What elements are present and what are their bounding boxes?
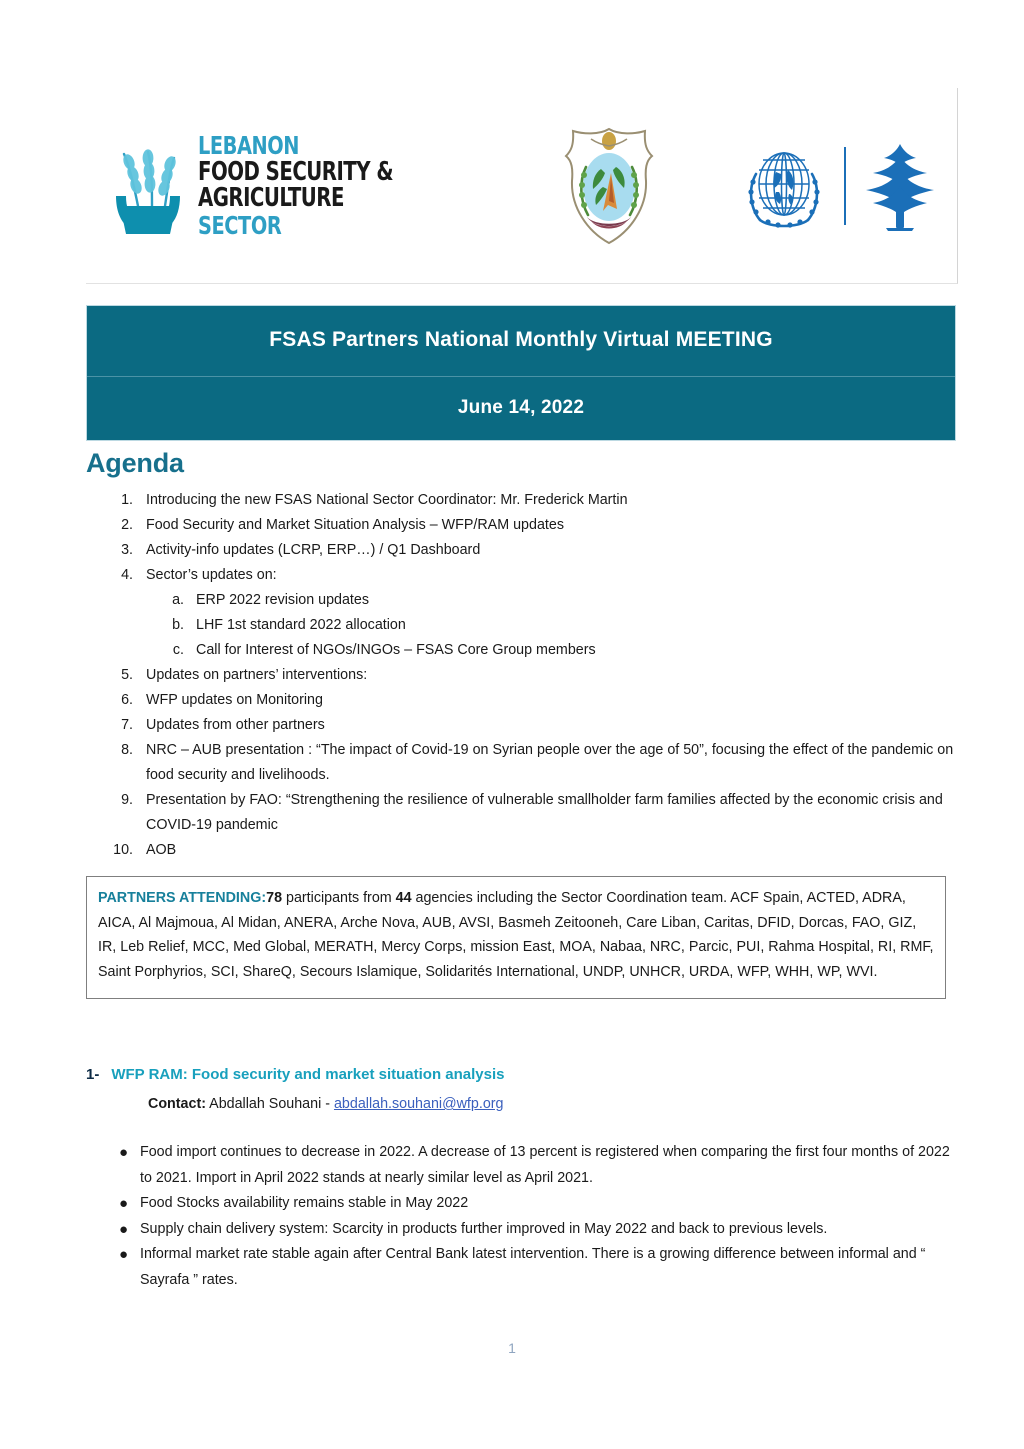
- agenda-item-number: 3.: [121, 542, 133, 558]
- agenda-subitem-text: ERP 2022 revision updates: [196, 592, 370, 608]
- partners-tail-text: agencies including the Sector Coordination team.: [411, 890, 728, 906]
- agenda-item-text: WFP updates on Monitoring: [146, 692, 323, 708]
- un-emblem-icon: [738, 140, 830, 232]
- agenda-subitem-number: b.: [172, 617, 184, 633]
- agenda-item-text: Updates on partners’ interventions:: [146, 667, 368, 683]
- agenda-subitem: [164, 588, 964, 613]
- agenda-item: [104, 513, 964, 538]
- un-lebanon-logo-group: [738, 140, 940, 232]
- bullet-dot-icon: ●: [119, 1195, 129, 1212]
- agenda-item: [104, 713, 964, 738]
- meeting-title-banner: [86, 305, 956, 441]
- wheat-bowl-icon: [108, 134, 188, 238]
- header-logo-band: [86, 88, 958, 284]
- lebanon-cedar-icon: [860, 140, 940, 232]
- bullet-text: Supply chain delivery system: Scarcity in products further improved in May 2022 and back to previous levels.: [140, 1220, 828, 1237]
- fsas-wordmark: [198, 133, 497, 238]
- agenda-subitem-number: c.: [172, 642, 184, 658]
- bullet-dot-icon: ●: [119, 1220, 129, 1238]
- bullet-text: Food import continues to decrease in 2022. A decrease of 13 percent is registered when comparing the first four months of 2022 to 2021. Import in April 2022 stands at nearly similar level as April 2021.: [140, 1144, 950, 1186]
- agenda-item-number: 4.: [121, 567, 133, 583]
- agenda-subitem-list: [164, 588, 964, 663]
- agenda-item-text: Food Security and Market Situation Analysis – WFP/RAM updates: [146, 517, 564, 533]
- fsas-wordmark-line-1: LEBANON: [198, 131, 300, 160]
- bullet-dot-icon: ●: [119, 1144, 129, 1161]
- bullet-item: [104, 1242, 959, 1293]
- agenda-item: [104, 563, 964, 588]
- bullet-item: [104, 1217, 959, 1243]
- agenda-item-number: 10.: [113, 842, 133, 858]
- agenda-item-number: 5.: [121, 667, 133, 683]
- bullet-item: [104, 1191, 959, 1217]
- agenda-item: [104, 538, 964, 563]
- agenda-item-text: Sector’s updates on:: [146, 567, 277, 583]
- agenda-item: [104, 738, 964, 788]
- partners-mid-text: participants from: [282, 890, 396, 906]
- agenda-item: [104, 838, 964, 863]
- agenda-item: [104, 788, 964, 838]
- agenda-item-number: 9.: [121, 792, 133, 808]
- partners-agency-list: ACF Spain, ACTED, ADRA, AICA, Al Majmoua, Al Midan, ANERA, Arche Nova, AUB, AVSI, Basmeh Zeitooneh, Care Liban, Caritas, DFID, Dorcas, FAO, GIZ, IR, Leb Relief, MCC, Med Global, MERATH, Mercy Corps, mission East, MOA, Nabaa, NRC, Parcic, PUI, Rahma Hospital, RI, RMF, Saint Porphyrios, SCI, ShareQ, Secours Islamique, Solidarités International, UNDP, UNHCR, URDA, WFP, WHH, WP, WVI.: [98, 890, 934, 980]
- bullet-dot-icon: ●: [119, 1246, 129, 1263]
- agenda-item-text: Activity-info updates (LCRP, ERP…) / Q1 Dashboard: [146, 542, 481, 558]
- contact-label: Contact:: [148, 1096, 206, 1112]
- meeting-title: FSAS Partners National Monthly Virtual MEETING: [87, 306, 955, 377]
- agenda-item-number: 1.: [121, 492, 133, 508]
- agenda-item-text: Introducing the new FSAS National Sector Coordinator: Mr. Frederick Martin: [146, 492, 628, 508]
- partners-attending-label: PARTNERS ATTENDING:: [98, 890, 267, 906]
- fsas-wordmark-line-2: FOOD SECURITY & AGRICULTURE: [198, 157, 394, 213]
- agenda-subitem-text: Call for Interest of NGOs/INGOs – FSAS Core Group members: [196, 642, 596, 658]
- fsas-wordmark-line-3: SECTOR: [198, 211, 282, 240]
- agenda-item-text: AOB: [146, 842, 177, 858]
- page-number: 1: [508, 1340, 516, 1356]
- agenda-heading: Agenda: [86, 448, 184, 478]
- partners-agencies-count: 44: [395, 890, 412, 906]
- ministry-of-agriculture-emblem-icon: [561, 125, 657, 247]
- agenda-subitem-number: a.: [172, 592, 184, 608]
- section-1-title: WFP RAM: Food security and market situation analysis: [111, 1066, 505, 1083]
- bullet-text: Informal market rate stable again after Central Bank latest intervention. There is a growing difference between informal and “ Sayrafa ” rates.: [140, 1246, 926, 1288]
- agenda-subitem-text: LHF 1st standard 2022 allocation: [196, 617, 406, 633]
- agenda-item-number: 7.: [121, 717, 133, 733]
- section-1-contact-line: [148, 1096, 503, 1112]
- bullet-item: [104, 1140, 959, 1191]
- agenda-item-number: 6.: [121, 692, 133, 708]
- contact-name: Abdallah Souhani -: [205, 1096, 334, 1112]
- contact-email-link[interactable]: abdallah.souhani@wfp.org: [333, 1096, 504, 1112]
- agenda-item-number: 2.: [121, 517, 133, 533]
- logo-divider: [844, 147, 846, 225]
- meeting-date: June 14, 2022: [457, 397, 585, 418]
- section-1-heading: [86, 1066, 504, 1083]
- agenda-item-text: Updates from other partners: [146, 717, 325, 733]
- agenda-item-text: Presentation by FAO: “Strengthening the resilience of vulnerable smallholder farm families affected by the economic crisis and COVID-19 pandemic: [146, 792, 943, 833]
- ministry-logo-cell: [497, 88, 721, 283]
- agenda-item: [104, 663, 964, 688]
- agenda-item-text: NRC – AUB presentation : “The impact of Covid-19 on Syrian people over the age of 50”, focusing the effect of the pandemic on food security and livelihoods.: [146, 742, 954, 783]
- un-logo-cell: [721, 88, 957, 283]
- agenda-item-number: 8.: [121, 742, 133, 758]
- agenda-subitem: [164, 613, 964, 638]
- bullet-text: Food Stocks availability remains stable in May 2022: [140, 1195, 469, 1211]
- agenda-list: [104, 488, 964, 863]
- agenda-item: [104, 688, 964, 713]
- fsas-logo: [108, 133, 497, 238]
- agenda-item: [104, 488, 964, 513]
- fsas-logo-cell: [86, 88, 497, 283]
- section-1-bullet-list: [104, 1140, 959, 1293]
- section-1-number: 1-: [86, 1066, 100, 1083]
- agenda-subitem: [164, 638, 964, 663]
- partners-participants-count: 78: [266, 890, 283, 906]
- partners-attending-box: [86, 876, 946, 999]
